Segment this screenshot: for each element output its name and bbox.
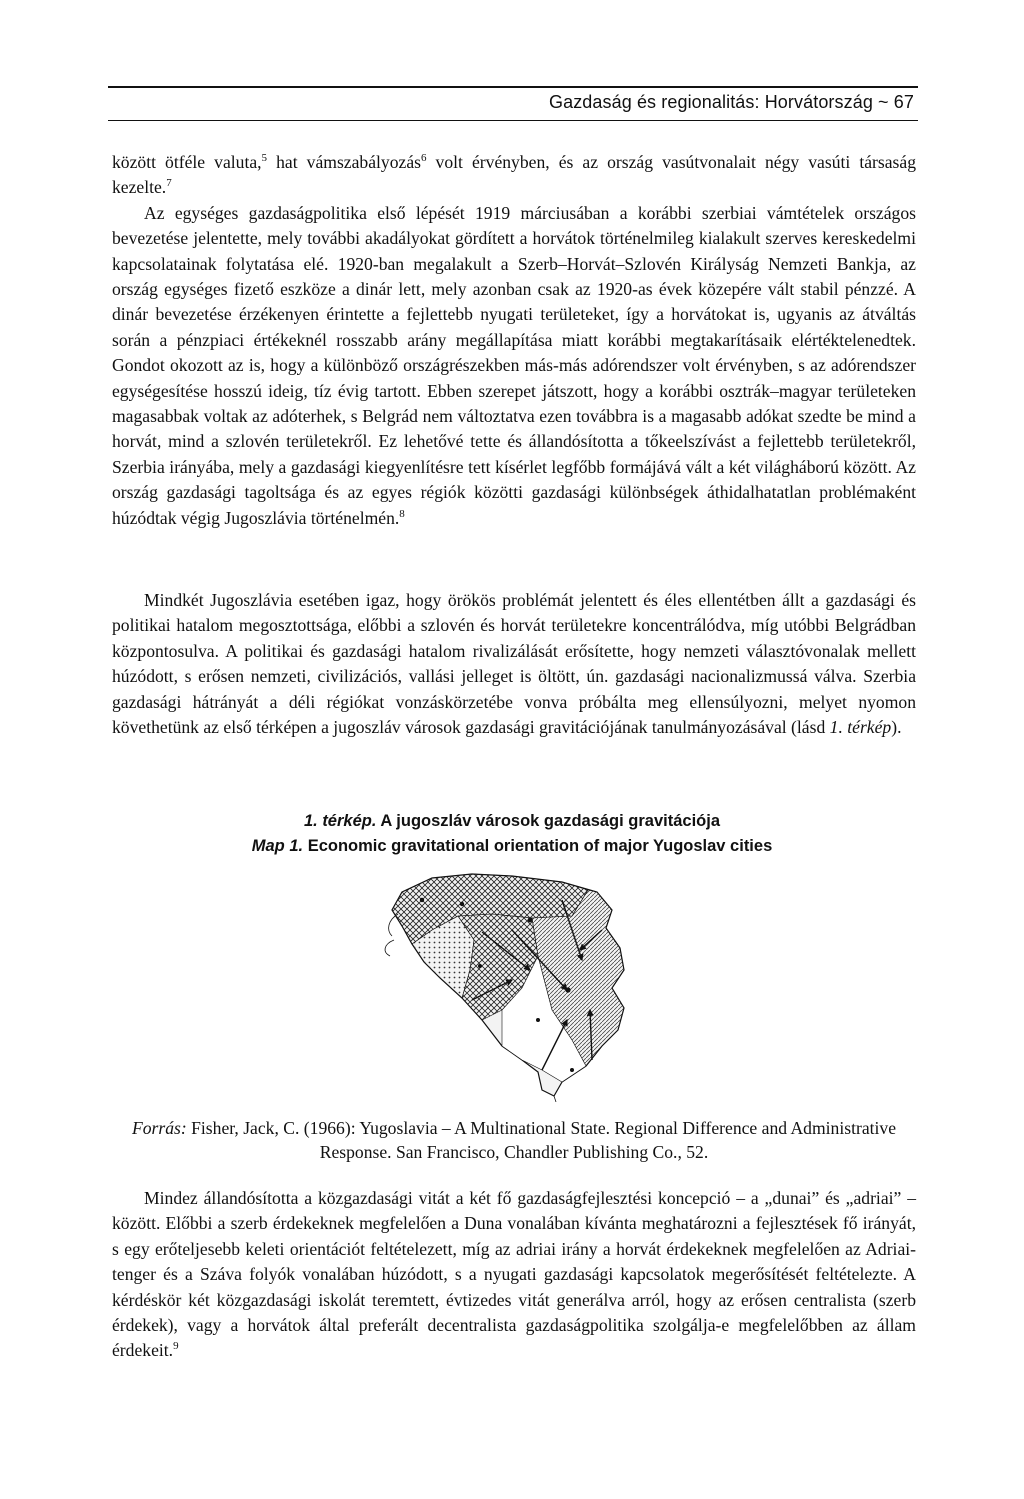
city-marker bbox=[478, 964, 482, 968]
city-marker bbox=[565, 987, 570, 992]
figure-caption-english: Map 1. Economic gravitational orientation of major Yugoslav cities bbox=[251, 837, 773, 855]
city-marker bbox=[420, 898, 424, 902]
paragraph-3: Mindkét Jugoszlávia esetében igaz, hogy örökös problémát jelentett és éles ellentétben állt a gazdasági és politikai hatalom megosztottsága, előbbi a szlovén és horvát területekre koncentrálódva, míg utóbbi Belgrádban központosulva. A politikai és gazdasági hatalom rivalizálását erősítette, hogy nemzeti választóvonalak mellett húzódott, s erősen nemzeti, civilizációs, vallási jelleget is öltött, ún. gazdasági nacionalizmussá válva. Szerbia gazdasági hátrányát a déli régiókat vonzáskörzetébe vonva próbálta meg ellensúlyozni, melyet nyomon követhetünk az első térképen a jugoszláv városok gazdasági gravitációjának tanulmányozásával (lásd 1. térkép). bbox=[112, 590, 916, 738]
yugoslavia-gravitation-map bbox=[362, 870, 662, 1102]
footnote-ref-8[interactable]: 8 bbox=[399, 507, 405, 520]
footnote-ref-7[interactable]: 7 bbox=[166, 177, 172, 190]
text-block-middle bbox=[112, 588, 916, 740]
paragraph-4: Mindez állandósította a közgazdasági vitát a két fő gazdaságfejlesztési koncepció – a „dunai” és „adriai” – között. Előbbi a szerb érdekeknek megfelelően a Duna vonalában kívánta meghatározni a fejlesztések fő irányát, s egy erőteljesebb keleti orientációt feltételezett, míg az adriai irány a horvát érdekeknek megfelelően az Adriai-tenger és a Száva folyók vonalában húzódott, s a nyugati gazdasági kapcsolatok megerősítését feltételezte. A kérdéskör két közgazdasági iskolát teremtett, évtizedes vitát generálva arról, hogy az erősen centralista (szerb érdekek), vagy a horvátok által preferált decentralista gazdaságpolitika szolgálja-e megfelelőbben az állam érdekeit.$^9$ bbox=[112, 1188, 916, 1361]
city-marker bbox=[460, 902, 464, 906]
text-block-top bbox=[112, 150, 916, 531]
footnote-ref-6[interactable]: 6 bbox=[420, 152, 427, 164]
map-baseline bbox=[554, 1096, 556, 1102]
map-coast-detail bbox=[385, 914, 398, 956]
paragraph-1: között ötféle valuta,$^5$ hat vámszabályozás$^6$ volt érvényben, és az ország vasútvonalait négy vasúti társaság kezelte.$^7$ bbox=[112, 152, 916, 198]
figure-source bbox=[112, 1116, 916, 1164]
paragraph-2: Az egységes gazdaságpolitika első lépését 1919 márciusában a korábbi szerbiai vámtételek országos bevezetése jelentette, mely további akadályokat gördített a horvátok történelmileg kialakult szerves kereskedelmi kapcsolatainak folytatása elé. 1920-ban megalakult a Szerb–Horvát–Szlovén Királyság Nemzeti Bankja, az ország egységes fizető eszköze a dinár lett, mely azonban csak az 1920-as évek közepére vált stabil pénzzé. A dinár bevezetése érzékenyen érintette a fejlettebb nyugati területeket, így a horvátokat is, ugyanis az átváltás során a pénzpiaci értékeknél rosszabb arány megállapítása miatt korábbi megtakarításaik elértéktelenedtek. Gondot okozott az is, hogy a különböző országrészekben más-más adórendszer volt érvényben, s az adórendszer egységesítése hosszú ideig, tíz évig tartott. Ebben szerepet játszott, hogy a korábbi osztrák–magyar területeken magasabbak voltak az adóterhek, s Belgrád nem változtatva ezen továbbra is a magasabb adókat szedte be mind a horvát, mind a szlovén területekről. Ez lehetővé tette és állandósította a tőkeelszívást a fejlettebb területekről, Szerbia irányába, mely a gazdasági kiegyenlítésre tett kísérlet legfőbb formájává vált a két világháború között. Az ország gazdasági tagoltsága és az egyes régiók közötti gazdasági különbségek áthidalhatatlan problémaként húzódtak végig Jugoszlávia történelmén.$^8$ bbox=[112, 202, 916, 528]
city-marker bbox=[528, 918, 533, 923]
running-header bbox=[108, 86, 918, 121]
text-block-bottom bbox=[112, 1186, 916, 1364]
figure-caption-hungarian: 1. térkép. A jugoszláv városok gazdasági gravitációja bbox=[303, 812, 721, 830]
footnote-ref-5[interactable]: 5 bbox=[261, 152, 268, 164]
source-citation: Fisher, Jack, C. (1966): Yugoslavia – A Multinational State. Regional Difference and Administrative Response. San Francisco, Chandler Publishing Co., 52. bbox=[186, 1118, 897, 1162]
city-marker bbox=[570, 1068, 574, 1072]
source-label: Forrás: bbox=[131, 1118, 187, 1138]
city-marker bbox=[536, 1018, 540, 1022]
footnote-ref-9[interactable]: 9 bbox=[173, 1340, 179, 1353]
running-title: Gazdaság és regionalitás: Horvátország ~ 67 bbox=[548, 92, 914, 112]
map-reference: 1. térkép bbox=[829, 717, 892, 738]
